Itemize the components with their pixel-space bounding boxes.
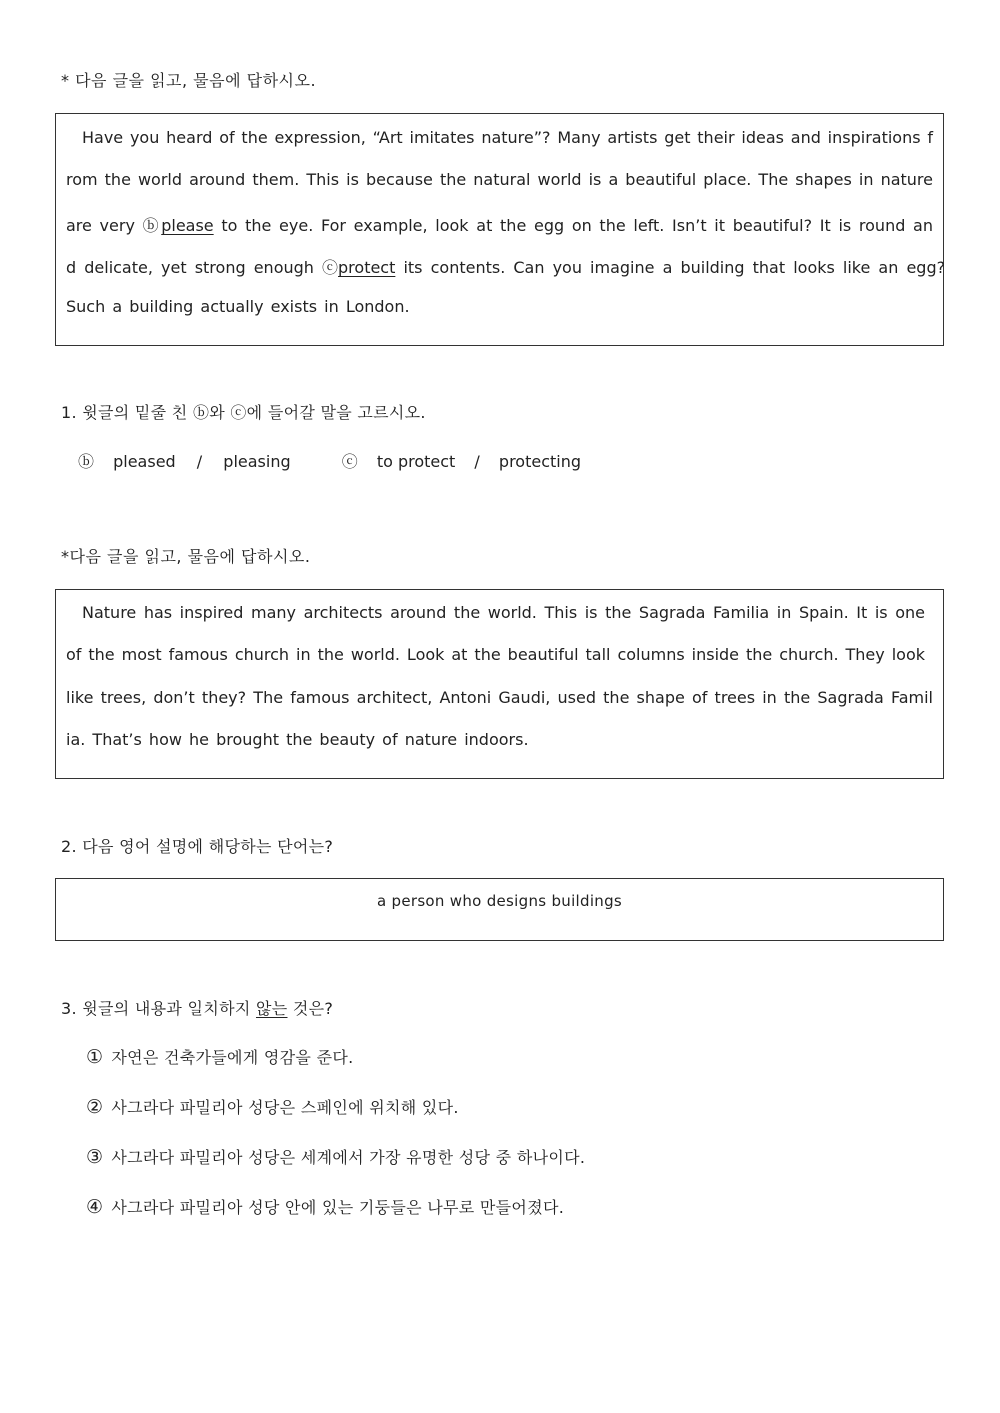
- section1-instruction: * 다음 글을 읽고, 물음에 답하시오.: [61, 71, 317, 90]
- choice-text: 사그라다 파밀리아 성당은 세계에서 가장 유명한 성당 중 하나이다.: [111, 1148, 586, 1167]
- q1-options: [78, 449, 581, 472]
- q3-choice-2[interactable]: [86, 1095, 459, 1118]
- choice-number: ②: [86, 1096, 104, 1118]
- q3-choice-3[interactable]: [86, 1145, 585, 1168]
- passage1-line-1: Have you heard of the expression, “Art imitates nature”? Many artists get their ideas and inspirations f: [82, 128, 933, 147]
- choice-number: ①: [86, 1046, 104, 1068]
- q1-b-mark: ⓑ: [78, 452, 95, 471]
- q3-choice-4[interactable]: [86, 1195, 564, 1218]
- choice-number: ③: [86, 1146, 104, 1168]
- passage1-line-4: d delicate, yet strong enough ⓒprotect its contents. Can you imagine a building that looks like an egg?: [66, 258, 946, 277]
- q1-c-option-protecting[interactable]: protecting: [498, 452, 582, 471]
- underlined-word-please: please: [161, 216, 214, 235]
- passage2-line-3: like trees, don’t they? The famous architect, Antoni Gaudi, used the shape of trees in the Sagrada Famil: [66, 688, 933, 707]
- q1-b-option-pleasing[interactable]: pleasing: [223, 452, 291, 471]
- choice-text: 사그라다 파밀리아 성당 안에 있는 기둥들은 나무로 만들어졌다.: [111, 1198, 565, 1217]
- q3-choice-1[interactable]: [86, 1045, 353, 1068]
- q1-b-separator: /: [196, 452, 203, 471]
- choice-number: ④: [86, 1196, 104, 1218]
- question-3: 3. 윗글의 내용과 일치하지 않는 것은?: [61, 999, 334, 1018]
- question-1: 1. 윗글의 밑줄 친 ⓑ와 ⓒ에 들어갈 말을 고르시오.: [61, 403, 426, 422]
- underlined-word-protect: protect: [338, 258, 396, 277]
- q1-c-separator: /: [474, 452, 480, 471]
- passage2-line-4: ia. That’s how he brought the beauty of nature indoors.: [66, 730, 529, 749]
- definition-box: [55, 878, 944, 941]
- passage2-line-1: Nature has inspired many architects around the world. This is the Sagrada Familia in Spain. It is one: [82, 603, 925, 622]
- passage2-box: [55, 589, 944, 779]
- passage1-line-2: rom the world around them. This is because the natural world is a beautiful place. The shapes in nature: [66, 170, 933, 189]
- choice-text: 사그라다 파밀리아 성당은 스페인에 위치해 있다.: [111, 1098, 459, 1117]
- section2-instruction: *다음 글을 읽고, 물음에 답하시오.: [61, 547, 311, 566]
- passage1-line-5: Such a building actually exists in London.: [66, 297, 410, 316]
- q1-b-option-pleased[interactable]: pleased: [113, 452, 176, 471]
- definition-text: a person who designs buildings: [376, 892, 623, 910]
- blank-b-mark: ⓑ: [142, 216, 162, 235]
- blank-c-mark: ⓒ: [322, 258, 339, 277]
- choice-text: 자연은 건축가들에게 영감을 준다.: [111, 1048, 354, 1067]
- passage2-line-2: of the most famous church in the world. Look at the beautiful tall columns inside the church. They look: [66, 645, 925, 664]
- q1-c-option-to-protect[interactable]: to protect: [376, 452, 456, 471]
- question-2: 2. 다음 영어 설명에 해당하는 단어는?: [61, 837, 334, 856]
- passage1-box: [55, 113, 944, 346]
- underlined-word-not: 않는: [255, 999, 288, 1018]
- q1-c-mark: ⓒ: [341, 452, 358, 471]
- passage1-line-3: are very ⓑplease to the eye. For example, look at the egg on the left. Isn’t it beautiful? It is round an: [66, 216, 933, 235]
